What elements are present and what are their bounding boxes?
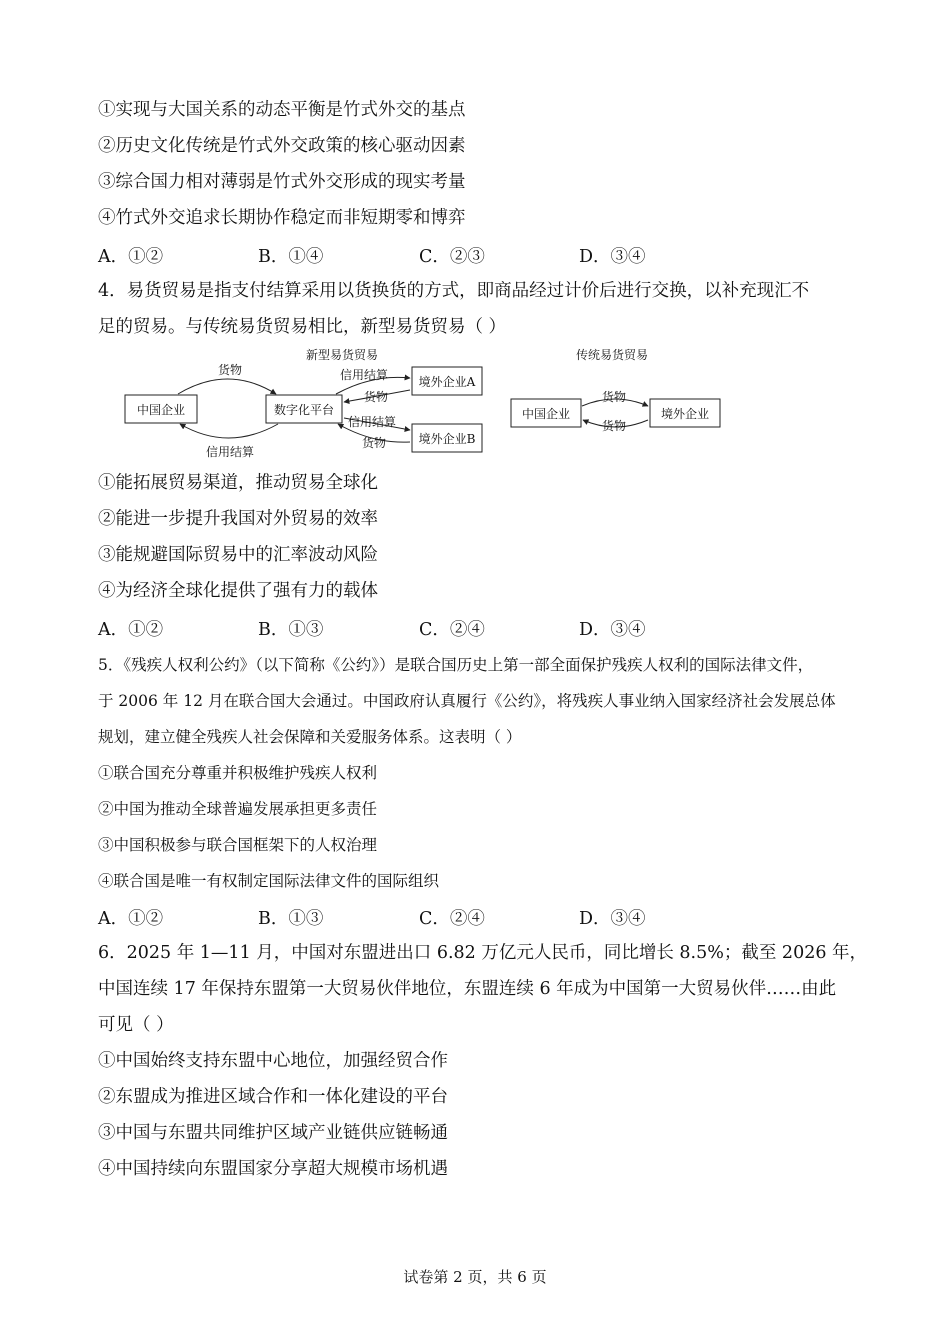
q4-statement-1: ①能拓展贸易渠道，推动贸易全球化 <box>98 473 378 493</box>
old-goods-label-bottom: 货物 <box>602 419 627 433</box>
credit-label-bottom: 信用结算 <box>206 445 255 459</box>
foreign-b-label: 境外企业B <box>418 432 476 446</box>
old-trade-title: 传统易货贸易 <box>576 348 649 362</box>
q4-stem-line-1: 4．易货贸易是指支付结算采用以货换货的方式，即商品经过计价后进行交换，以补充现汇不 <box>98 281 810 301</box>
q5-stem-line-1: 5．《残疾人权利公约》（以下简称《公约》）是联合国历史上第一部全面保护残疾人权利的国际法律文件， <box>98 656 814 674</box>
china-enterprise-label: 中国企业 <box>136 403 186 417</box>
q5-option-a[interactable]: A．①② <box>98 909 164 929</box>
q4-option-b[interactable]: B．①③ <box>258 620 324 640</box>
q6-stem-line-3: 可见（ ） <box>98 1015 174 1035</box>
old-china-enterprise-label: 中国企业 <box>521 407 571 421</box>
q5-statement-4: ④联合国是唯一有权制定国际法律文件的国际组织 <box>98 872 440 890</box>
q6-stem-line-2: 中国连续 17 年保持东盟第一大贸易伙伴地位，东盟连续 6 年成为中国第一大贸易伙伴……由此 <box>98 979 837 999</box>
q6-statement-2: ②东盟成为推进区域合作和一体化建设的平台 <box>98 1087 448 1107</box>
q3-option-c[interactable]: C．②③ <box>419 247 485 267</box>
platform-label: 数字化平台 <box>273 403 335 417</box>
q6-statement-3: ③中国与东盟共同维护区域产业链供应链畅通 <box>98 1123 448 1143</box>
q4-statement-2: ②能进一步提升我国对外贸易的效率 <box>98 509 378 529</box>
foreign-a-label: 境外企业A <box>418 375 476 389</box>
old-foreign-label: 境外企业 <box>660 407 710 421</box>
q3-statement-3: ③综合国力相对薄弱是竹式外交形成的现实考量 <box>98 172 466 192</box>
q3-option-b[interactable]: B．①④ <box>258 247 324 267</box>
q5-stem-line-3: 规划，建立健全残疾人社会保障和关爱服务体系。这表明（ ） <box>98 728 522 746</box>
goods-label-top: 货物 <box>218 363 243 377</box>
q3-option-d[interactable]: D．③④ <box>579 247 646 267</box>
q5-option-c[interactable]: C．②④ <box>419 909 485 929</box>
q4-option-d[interactable]: D．③④ <box>579 620 646 640</box>
q4-option-c[interactable]: C．②④ <box>419 620 485 640</box>
q4-statement-3: ③能规避国际贸易中的汇率波动风险 <box>98 545 378 565</box>
q3-statement-2: ②历史文化传统是竹式外交政策的核心驱动因素 <box>98 136 466 156</box>
page-footer: 试卷第 2 页，共 6 页 <box>403 1268 547 1286</box>
q4-statement-4: ④为经济全球化提供了强有力的载体 <box>98 581 378 601</box>
credit-arrow-bottom <box>180 424 278 438</box>
goods-label-b: 货物 <box>362 436 387 450</box>
q4-stem-line-2: 足的贸易。与传统易货贸易相比，新型易货贸易（ ） <box>98 317 507 337</box>
credit-label-a: 信用结算 <box>340 368 389 382</box>
q3-option-a[interactable]: A．①② <box>98 247 164 267</box>
goods-label-a: 货物 <box>364 390 389 404</box>
q4-trade-diagram <box>118 344 738 464</box>
q5-stem-line-2: 于 2006 年 12 月在联合国大会通过。中国政府认真履行《公约》，将残疾人事业纳入国家经济社会发展总体 <box>98 692 836 710</box>
q5-option-b[interactable]: B．①③ <box>258 909 324 929</box>
q4-option-a[interactable]: A．①② <box>98 620 164 640</box>
q5-statement-3: ③中国积极参与联合国框架下的人权治理 <box>98 836 378 854</box>
goods-arrow-top <box>178 379 276 394</box>
q3-statement-4: ④竹式外交追求长期协作稳定而非短期零和博弈 <box>98 208 466 228</box>
q5-option-d[interactable]: D．③④ <box>579 909 646 929</box>
old-goods-label-top: 货物 <box>602 390 627 404</box>
q6-statement-1: ①中国始终支持东盟中心地位，加强经贸合作 <box>98 1051 448 1071</box>
new-trade-title: 新型易货贸易 <box>306 348 379 362</box>
q3-statement-1: ①实现与大国关系的动态平衡是竹式外交的基点 <box>98 100 466 120</box>
q6-stem-line-1: 6．2025 年 1—11 月，中国对东盟进出口 6.82 万亿元人民币，同比增长 8.5%；截至 2026 年， <box>98 943 868 963</box>
q6-statement-4: ④中国持续向东盟国家分享超大规模市场机遇 <box>98 1159 448 1179</box>
q5-statement-2: ②中国为推动全球普遍发展承担更多责任 <box>98 800 378 818</box>
q5-statement-1: ①联合国充分尊重并积极维护残疾人权利 <box>98 764 378 782</box>
credit-label-b: 信用结算 <box>348 415 397 429</box>
